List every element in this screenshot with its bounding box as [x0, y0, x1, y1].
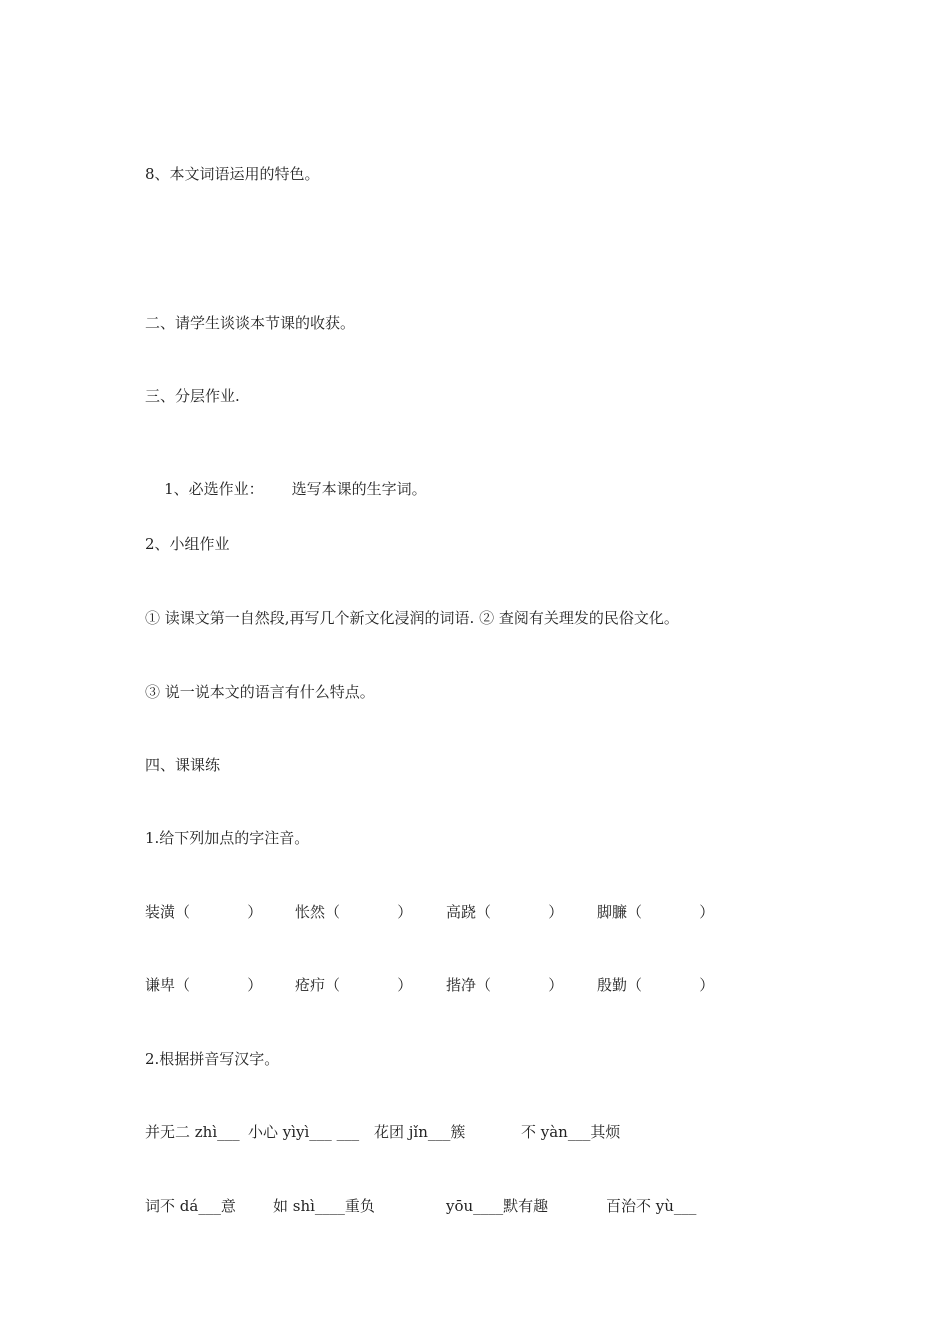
section-2-heading: 二、请学生谈谈本节课的收获。 [145, 314, 356, 332]
section-3-heading: 三、分层作业. [145, 387, 240, 405]
hanzi-item: yōu____默有趣 [446, 1197, 549, 1215]
pinyin-item: 殷勤（ ） [597, 976, 715, 994]
hanzi-item: 不 yàn___其烦 [521, 1123, 621, 1141]
hanzi-item: 词不 dá___意 [145, 1197, 236, 1215]
hanzi-item: 如 shì____重负 [273, 1197, 375, 1215]
section-4-heading: 四、课课练 [145, 756, 221, 774]
hanzi-item: 百治不 yù___ [606, 1197, 697, 1215]
homework-1-text: 选写本课的生字词。 [291, 480, 427, 498]
pinyin-item: 装潢（ ） [145, 903, 263, 921]
homework-1 [145, 459, 427, 519]
pinyin-item: 高跷（ ） [446, 903, 564, 921]
group-tasks-1: ① 读课文第一自然段,再写几个新文化浸润的词语. ② 查阅有关理发的民俗文化。 [145, 609, 679, 627]
exercise-1-title: 1.给下列加点的字注音。 [145, 829, 310, 847]
pinyin-item: 疮疖（ ） [295, 976, 413, 994]
hanzi-item: 花团 jǐn___簇 [374, 1123, 466, 1141]
exercise-2-title: 2.根据拼音写汉字。 [145, 1050, 280, 1068]
hanzi-item: 并无二 zhì___ [145, 1123, 240, 1141]
pinyin-item: 脚臁（ ） [597, 903, 715, 921]
homework-2: 2、小组作业 [145, 535, 230, 553]
homework-1-label: 1、必选作业： [164, 480, 264, 498]
pinyin-item: 谦卑（ ） [145, 976, 263, 994]
question-8: 8、本文词语运用的特色。 [145, 165, 320, 183]
pinyin-item: 怅然（ ） [295, 903, 413, 921]
pinyin-item: 揩净（ ） [446, 976, 564, 994]
hanzi-item: 小心 yìyì___ ___ [248, 1123, 360, 1141]
group-tasks-2: ③ 说一说本文的语言有什么特点。 [145, 683, 375, 701]
